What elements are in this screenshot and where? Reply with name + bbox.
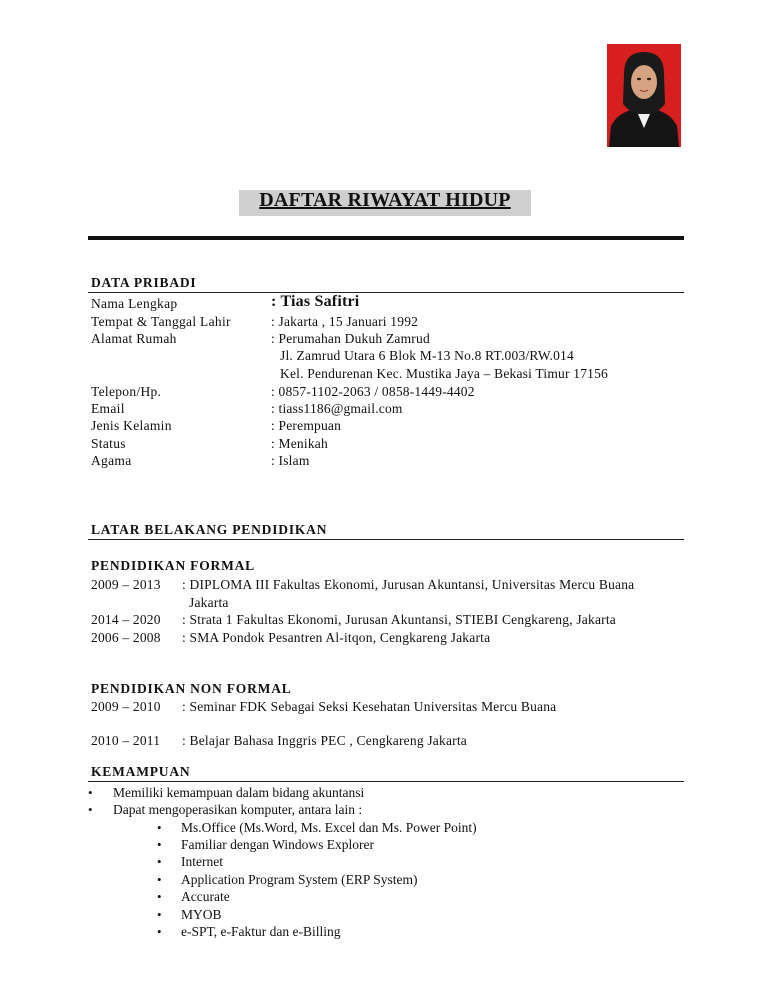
subheading-pendidikan-non-formal: PENDIDIKAN NON FORMAL bbox=[91, 681, 292, 696]
section-heading-kemampuan: KEMAMPUAN bbox=[91, 764, 191, 779]
bullet-icon: • bbox=[157, 889, 162, 904]
bullet-icon: • bbox=[157, 837, 162, 852]
bullet-icon: • bbox=[157, 924, 162, 939]
value-alamat-line3: Kel. Pendurenan Kec. Mustika Jaya – Bekasi Timur 17156 bbox=[280, 366, 609, 381]
label-nama: Nama Lengkap bbox=[91, 296, 178, 311]
subheading-pendidikan-formal: PENDIDIKAN FORMAL bbox=[91, 558, 255, 573]
formal-years: 2009 – 2013 bbox=[91, 577, 161, 592]
label-alamat: Alamat Rumah bbox=[91, 331, 177, 346]
skill-sub-item: Familiar dengan Windows Explorer bbox=[181, 837, 375, 852]
value-email: : tiass1186@gmail.com bbox=[271, 401, 403, 416]
page-title: DAFTAR RIWAYAT HIDUP bbox=[259, 189, 511, 211]
section-heading-pendidikan: LATAR BELAKANG PENDIDIKAN bbox=[91, 522, 328, 537]
label-email: Email bbox=[91, 401, 125, 416]
bullet-icon: • bbox=[88, 802, 93, 817]
bullet-icon: • bbox=[88, 785, 93, 800]
section-heading-data-pribadi: DATA PRIBADI bbox=[91, 275, 197, 290]
profile-photo bbox=[607, 44, 681, 147]
bullet-icon: • bbox=[157, 907, 162, 922]
value-alamat-line2: Jl. Zamrud Utara 6 Blok M-13 No.8 RT.003/RW.014 bbox=[280, 348, 574, 363]
skill-item: Dapat mengoperasikan komputer, antara lain : bbox=[113, 802, 363, 817]
nonformal-desc: : Belajar Bahasa Inggris PEC , Cengkareng Jakarta bbox=[182, 733, 467, 748]
skill-item: Memiliki kemampuan dalam bidang akuntansi bbox=[113, 785, 365, 800]
bullet-icon: • bbox=[157, 854, 162, 869]
value-alamat-line1: : Perumahan Dukuh Zamrud bbox=[271, 331, 430, 346]
value-status: : Menikah bbox=[271, 436, 328, 451]
formal-desc-cont: Jakarta bbox=[189, 595, 229, 610]
formal-desc: : DIPLOMA III Fakultas Ekonomi, Jurusan Akuntansi, Universitas Mercu Buana bbox=[182, 577, 635, 592]
bullet-icon: • bbox=[157, 872, 162, 887]
portrait-image bbox=[607, 44, 681, 147]
skill-sub-item: Internet bbox=[181, 854, 223, 869]
label-telepon: Telepon/Hp. bbox=[91, 384, 162, 399]
nonformal-desc: : Seminar FDK Sebagai Seksi Kesehatan Universitas Mercu Buana bbox=[182, 699, 557, 714]
value-tempat-tanggal-lahir: : Jakarta , 15 Januari 1992 bbox=[271, 314, 419, 329]
skill-sub-item: e-SPT, e-Faktur dan e-Billing bbox=[181, 924, 341, 939]
section-divider bbox=[88, 781, 684, 782]
skill-sub-item: Ms.Office (Ms.Word, Ms. Excel dan Ms. Power Point) bbox=[181, 820, 477, 835]
value-agama: : Islam bbox=[271, 453, 310, 468]
label-jenis-kelamin: Jenis Kelamin bbox=[91, 418, 172, 433]
skill-sub-item: Accurate bbox=[181, 889, 230, 904]
label-tempat-tanggal-lahir: Tempat & Tanggal Lahir bbox=[91, 314, 231, 329]
label-status: Status bbox=[91, 436, 126, 451]
formal-desc: : Strata 1 Fakultas Ekonomi, Jurusan Akuntansi, STIEBI Cengkareng, Jakarta bbox=[182, 612, 616, 627]
value-jenis-kelamin: : Perempuan bbox=[271, 418, 342, 433]
nonformal-years: 2009 – 2010 bbox=[91, 699, 161, 714]
formal-years: 2006 – 2008 bbox=[91, 630, 161, 645]
bullet-icon: • bbox=[157, 820, 162, 835]
nonformal-years: 2010 – 2011 bbox=[91, 733, 161, 748]
skill-sub-item: MYOB bbox=[181, 907, 222, 922]
skill-sub-item: Application Program System (ERP System) bbox=[181, 872, 418, 887]
formal-desc: : SMA Pondok Pesantren Al-itqon, Cengkareng Jakarta bbox=[182, 630, 491, 645]
value-nama: : Tias Safitri bbox=[271, 293, 360, 310]
title-divider bbox=[88, 236, 684, 240]
label-agama: Agama bbox=[91, 453, 132, 468]
section-divider bbox=[88, 539, 684, 540]
value-telepon: : 0857-1102-2063 / 0858-1449-4402 bbox=[271, 384, 475, 399]
formal-years: 2014 – 2020 bbox=[91, 612, 161, 627]
section-divider bbox=[88, 292, 684, 293]
